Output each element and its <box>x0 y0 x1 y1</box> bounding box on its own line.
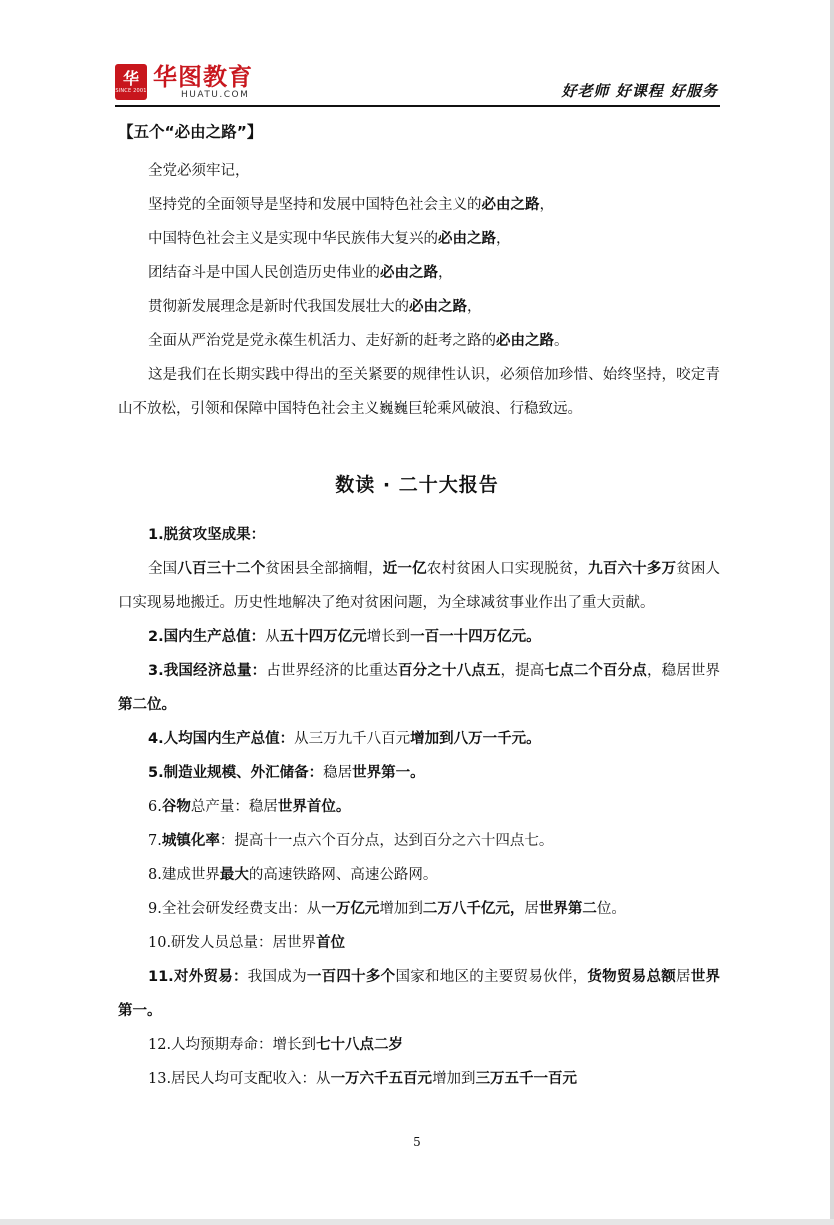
path-item: 团结奋斗是中国人民创造历史伟业的必由之路， <box>148 265 453 281</box>
section-intro: 全党必须牢记， <box>148 163 250 179</box>
section-five-paths <box>118 118 720 426</box>
logo-mark-icon <box>115 64 147 100</box>
figure-item-2: 2.国内生产总值：从五十四万亿元增长到一百一十四万亿元。 <box>148 629 541 645</box>
figure-item-4: 4.人均国内生产总值：从三万九千八百元增加到八万一千元。 <box>148 731 541 747</box>
header-slogan: 好老师 好课程 好服务 <box>561 82 718 100</box>
section-title: 【五个“必由之路”】 <box>118 123 263 141</box>
figure-item-12: 12.人均预期寿命：增长到七十八点二岁 <box>148 1037 404 1053</box>
figure-item-13: 13.居民人均可支配收入：从一万六千五百元增加到三万五千一百元 <box>148 1071 578 1087</box>
figure-item-1-label: 1.脱贫攻坚成果： <box>148 527 266 543</box>
page-number: 5 <box>413 1135 421 1149</box>
figure-item-3: 3.我国经济总量：占世界经济的比重达百分之十八点五，提高七点二个百分点，稳居世界第二位。 <box>118 663 721 713</box>
logo-glyph: 华 <box>122 69 139 88</box>
figure-item-7: 7.城镇化率：提高十一点六个百分点，达到百分之六十四点七。 <box>148 833 554 849</box>
logo-english: HUATU.COM <box>181 90 250 100</box>
report-figures <box>118 518 720 1096</box>
figure-item-11: 11.对外贸易：我国成为一百四十多个国家和地区的主要贸易伙伴，货物贸易总额居世界第一。 <box>118 969 721 1019</box>
logo-since: SINCE 2001 <box>115 88 147 94</box>
report-title: 数读 · 二十大报告 <box>335 474 499 496</box>
huatu-logo <box>115 62 253 102</box>
page-edge-right <box>830 0 834 1225</box>
page-edge-bottom <box>0 1219 834 1225</box>
figure-item-5: 5.制造业规模、外汇储备：稳居世界第一。 <box>148 765 425 781</box>
path-item: 中国特色社会主义是实现中华民族伟大复兴的必由之路， <box>148 231 511 247</box>
figure-item-9: 9.全社会研发经费支出：从一万亿元增加到二万八千亿元，居世界第二位。 <box>148 901 626 917</box>
logo-chinese: 华图教育 <box>153 63 253 91</box>
figure-item-8: 8.建成世界最大的高速铁路网、高速公路网。 <box>148 867 438 883</box>
logo-text <box>153 64 253 100</box>
path-item: 全面从严治党是党永葆生机活力、走好新的赶考之路的必由之路。 <box>148 333 569 349</box>
path-item: 贯彻新发展理念是新时代我国发展壮大的必由之路， <box>148 299 482 315</box>
figure-item-1-body: 全国八百三十二个贫困县全部摘帽，近一亿农村贫困人口实现脱贫，九百六十多万贫困人口实现易地搬迁。历史性地解决了绝对贫困问题，为全球减贫事业作出了重大贡献。 <box>118 561 721 611</box>
path-item: 坚持党的全面领导是坚持和发展中国特色社会主义的必由之路， <box>148 197 554 213</box>
header-rule <box>115 105 720 107</box>
page-header <box>115 60 720 108</box>
figure-item-10: 10.研发人员总量：居世界首位 <box>148 935 346 951</box>
figure-item-6: 6.谷物总产量：稳居世界首位。 <box>148 799 351 815</box>
section-closing: 这是我们在长期实践中得出的至关紧要的规律性认识，必须倍加珍惜、始终坚持，咬定青山不放松，引领和保障中国特色社会主义巍巍巨轮乘风破浪、行稳致远。 <box>118 367 720 417</box>
